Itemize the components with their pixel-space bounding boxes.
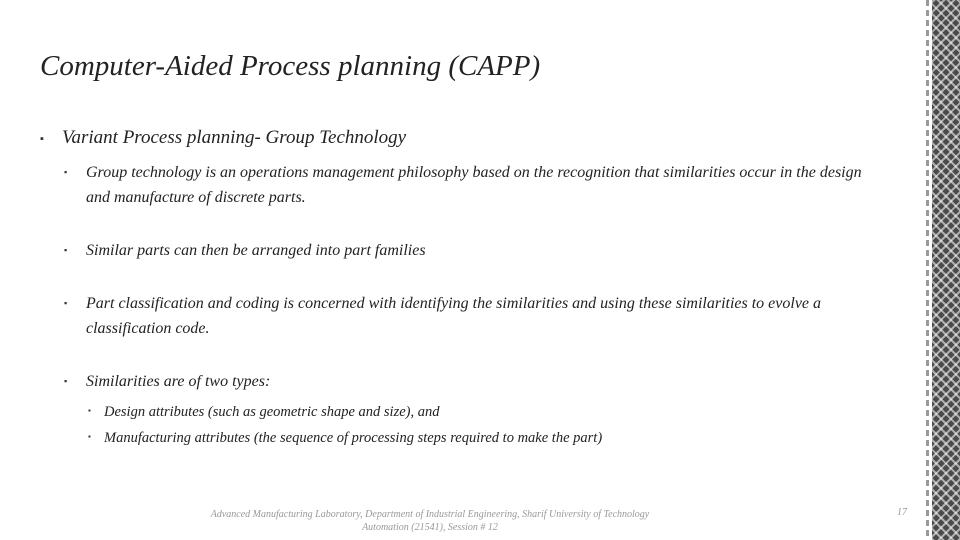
bullet-icon: ▪	[64, 245, 68, 255]
page-number: 17	[897, 507, 907, 518]
bullet-point-1	[64, 160, 870, 210]
sub-bullet-2	[88, 428, 870, 448]
sub-bullet-1	[88, 402, 870, 422]
bullet-point-2	[64, 238, 870, 263]
bullet-text: Group technology is an operations management philosophy based on the recognition that similarities occur in the design and manufacture of discrete parts.	[86, 164, 862, 206]
bullet-point-4	[64, 369, 870, 394]
bullet-icon: ▪	[40, 133, 44, 145]
slide-content	[40, 126, 870, 454]
sub-bullet-text: Manufacturing attributes (the sequence of processing steps required to make the part)	[104, 430, 603, 446]
sub-bullet-text: Design attributes (such as geometric shape and size), and	[104, 404, 440, 420]
heading-text: Variant Process planning- Group Technology	[62, 127, 407, 148]
slide-title: Computer-Aided Process planning (CAPP)	[40, 50, 541, 82]
side-gap	[918, 0, 932, 540]
footer-line-1: Advanced Manufacturing Laboratory, Department of Industrial Engineering, Sharif University of Technology	[210, 509, 650, 520]
bullet-text: Similarities are of two types:	[86, 373, 271, 390]
bullet-icon: ▪	[64, 167, 68, 177]
bullet-point-3	[64, 291, 870, 341]
bullet-icon: ▪	[88, 432, 91, 441]
bullet-icon: ▪	[88, 406, 91, 415]
bullet-icon: ▪	[64, 298, 68, 308]
bullet-icon: ▪	[64, 376, 68, 386]
bullet-text: Similar parts can then be arranged into part families	[86, 242, 426, 259]
footer	[160, 508, 700, 534]
side-decorative-strip	[932, 0, 960, 540]
side-dashed-line	[926, 0, 929, 540]
bullet-text: Part classification and coding is concerned with identifying the similarities and using these similarities to evolve a classification code.	[86, 295, 822, 337]
bullet-level1-heading	[40, 126, 870, 150]
footer-line-2: Automation (21541), Session # 12	[362, 522, 498, 533]
